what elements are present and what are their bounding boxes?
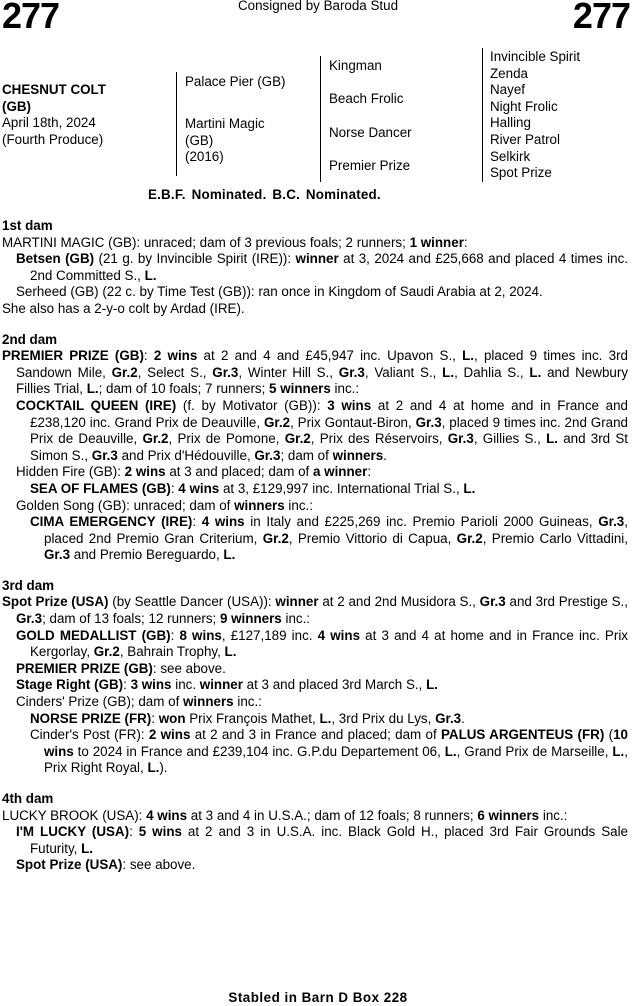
third-dam-grandfoal-1: NORSE PRIZE (FR): won Prix François Mathet, L., 3rd Prix du Lys, Gr.3. bbox=[30, 710, 465, 726]
third-generation bbox=[490, 49, 580, 182]
dam-name: Martini Magic bbox=[185, 116, 265, 131]
pedigree-divider-2 bbox=[320, 56, 321, 182]
first-dam-foal-2: Serheed (GB) (22 c. by Time Test (GB)): ran once in Kingdom of Saudi Arabia at 2, 2024. bbox=[16, 284, 543, 300]
stabling-info: Stabled in Barn D Box 228 bbox=[228, 990, 408, 1005]
g3-zenda: Zenda bbox=[490, 65, 528, 81]
pedigree-divider-1 bbox=[176, 72, 177, 176]
sire-sire: Kingman bbox=[329, 58, 382, 73]
third-dam-grandfoal-2: Cinder's Post (FR): 2 wins at 2 and 3 in France and placed; dam of PALUS ARGENTEUS (FR) (10 wins to 2024 in France and £239,104 inc. G.P.du Departement 06, L., Grand Prix de Marseille, L., Prix Right Royal, L.). bbox=[30, 727, 628, 776]
second-dam-foal-3: Golden Song (GB): unraced; dam of winners inc.: bbox=[16, 497, 313, 513]
sire-dam: Beach Frolic bbox=[329, 91, 404, 106]
g3-halling: Halling bbox=[490, 115, 531, 131]
foaling-date: April 18th, 2024 bbox=[2, 115, 96, 131]
lot-number-right: 277 bbox=[572, 0, 630, 36]
lot-number-left: 277 bbox=[2, 0, 60, 36]
third-dam-heading: 3rd dam bbox=[2, 577, 55, 593]
fourth-dam-text: LUCKY BROOK (USA): 4 wins at 3 and 4 in U.S.A.; dam of 12 foals; 8 runners; 6 winners inc.: bbox=[2, 807, 568, 823]
horse-name: CHESNUT COLT bbox=[2, 82, 106, 97]
dam-year: (2016) bbox=[185, 149, 224, 165]
second-dam-foal-2: Hidden Fire (GB): 2 wins at 3 and placed; dam of a winner: bbox=[16, 464, 372, 480]
third-dam-foal-1: GOLD MEDALLIST (GB): 8 wins, £127,189 inc. 4 wins at 3 and 4 at home and in France inc. Prix Kergorlay, Gr.2, Bahrain Trophy, L. bbox=[16, 627, 628, 660]
produce-record bbox=[2, 218, 628, 874]
horse-info bbox=[2, 82, 106, 148]
consignor-line: Consigned by Baroda Stud bbox=[237, 0, 399, 13]
g3-selkirk: Selkirk bbox=[490, 148, 531, 164]
dam bbox=[185, 116, 265, 166]
horse-country: (GB) bbox=[2, 98, 32, 114]
nominations: E.B.F. Nominated. B.C. Nominated. bbox=[148, 187, 381, 202]
dam-dam: Premier Prize bbox=[329, 158, 411, 173]
third-dam-foal-4: Cinders' Prize (GB); dam of winners inc.: bbox=[16, 694, 262, 710]
fourth-dam-foal-2: Spot Prize (USA): see above. bbox=[16, 857, 196, 873]
pedigree-divider-3 bbox=[482, 48, 483, 182]
first-dam-heading: 1st dam bbox=[2, 218, 53, 233]
second-dam-grandfoal-2: CIMA EMERGENCY (IRE): 4 wins in Italy and £225,269 inc. Premio Parioli 2000 Guineas, Gr.3, placed 2nd Premio Gran Criterium, Gr.2, Premio Vittorio di Capua, Gr.2, Premio Carlo Vittadini, Gr.3 and Premio Bereguardo, L. bbox=[30, 514, 628, 563]
produce-note: (Fourth Produce) bbox=[2, 131, 104, 147]
second-dam-heading: 2nd dam bbox=[2, 331, 58, 347]
first-dam-text: MARTINI MAGIC (GB): unraced; dam of 3 previous foals; 2 runners; 1 winner: bbox=[2, 234, 468, 250]
third-dam-text: Spot Prize (USA) (by Seattle Dancer (USA)): winner at 2 and 2nd Musidora S., Gr.3 and 3rd Prestige S., Gr.3; dam of 13 foals; 12 runners; 9 winners inc.: bbox=[2, 594, 628, 627]
second-dam-grandfoal-1: SEA OF FLAMES (GB): 4 wins at 3, £129,997 inc. International Trial S., L. bbox=[30, 480, 476, 496]
g3-night-frolic: Night Frolic bbox=[490, 98, 558, 114]
fourth-dam-heading: 4th dam bbox=[2, 791, 54, 806]
dam-sire: Norse Dancer bbox=[329, 125, 412, 140]
dam-country: (GB) bbox=[185, 132, 214, 148]
second-dam-foal-1: COCKTAIL QUEEN (IRE) (f. by Motivator (GB)): 3 wins at 2 and 4 at home and in France and £238,120 inc. Grand Prix de Deauville, Gr.2, Prix Gontaut-Biron, Gr.3, placed 9 times inc. 2nd Grand Prix de Deauville, Gr.2, Prix de Pomone, Gr.2, Prix des Réservoirs, Gr.3, Gillies S., L. and 3rd St Simon S., Gr.3 and Prix d'Hédouville, Gr.3; dam of winners. bbox=[16, 397, 629, 463]
first-dam-foal-1: Betsen (GB) (21 g. by Invincible Spirit (IRE)): winner at 3, 2024 and £25,668 and placed 4 times inc. 2nd Committed S., L. bbox=[16, 251, 628, 283]
g3-invincible-spirit: Invincible Spirit bbox=[490, 49, 581, 64]
second-dam-text: PREMIER PRIZE (GB): 2 wins at 2 and 4 and £45,947 inc. Upavon S., L., placed 9 times inc. 3rd Sandown Mile, Gr.2, Select S., Gr.3, Winter Hill S., Gr.3, Valiant S., L., Dahlia S., L. and Newbury Fillies Trial, L.; dam of 10 foals; 7 runners; 5 winners inc.: bbox=[2, 348, 629, 397]
g3-nayef: Nayef bbox=[490, 82, 525, 98]
third-dam-foal-2: PREMIER PRIZE (GB): see above. bbox=[16, 660, 226, 676]
third-dam-foal-3: Stage Right (GB): 3 wins inc. winner at 3 and placed 3rd March S., L. bbox=[16, 677, 438, 693]
g3-river-patrol: River Patrol bbox=[490, 131, 560, 147]
fourth-dam-foal-1: I'M LUCKY (USA): 5 wins at 2 and 3 in U.S.A. inc. Black Gold H., placed 3rd Fair Grounds Sale Futurity, L. bbox=[16, 824, 628, 856]
sire: Palace Pier (GB) bbox=[185, 74, 286, 89]
first-dam-note: She also has a 2-y-o colt by Ardad (IRE). bbox=[2, 300, 245, 316]
g3-spot-prize: Spot Prize bbox=[490, 165, 552, 181]
